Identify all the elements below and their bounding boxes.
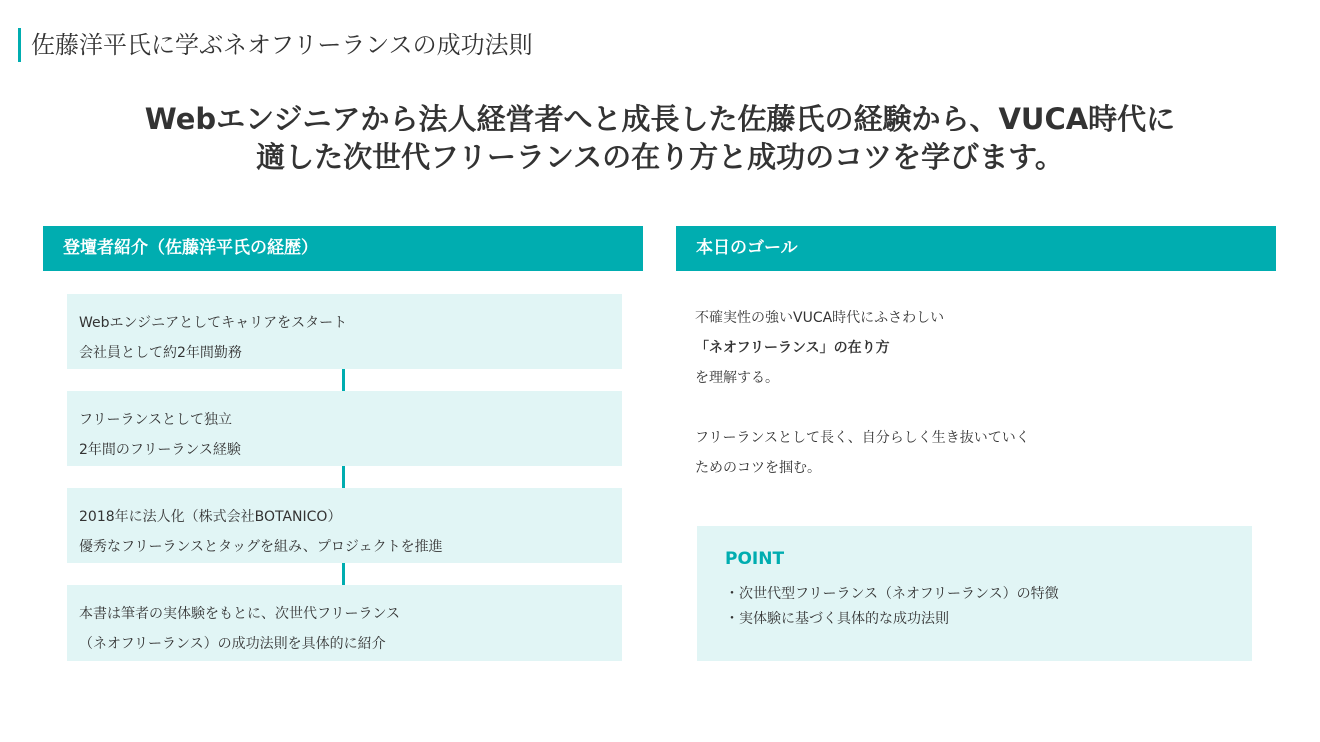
point-item: ・次世代型フリーランス（ネオフリーランス）の特徴 bbox=[725, 586, 1059, 602]
headline bbox=[0, 100, 1320, 176]
timeline-item bbox=[67, 294, 622, 369]
timeline-item-line-1: 本書は筆者の実体験をもとに、次世代フリーランス bbox=[79, 606, 401, 622]
timeline-item-line-1: フリーランスとして独立 bbox=[79, 412, 233, 428]
timeline-connector bbox=[342, 563, 345, 585]
page-title: 佐藤洋平氏に学ぶネオフリーランスの成功法則 bbox=[18, 28, 533, 62]
headline-line-2: 適した次世代フリーランスの在り方と成功のコツを学びます。 bbox=[256, 140, 1064, 174]
timeline-item bbox=[67, 488, 622, 563]
timeline-connector bbox=[342, 369, 345, 391]
point-title: POINT bbox=[725, 549, 785, 569]
today-goal-header: 本日のゴール bbox=[676, 226, 1276, 271]
timeline-item-line-2: 優秀なフリーランスとタッグを組み、プロジェクトを推進 bbox=[79, 539, 443, 555]
timeline-item bbox=[67, 391, 622, 466]
speaker-profile-header: 登壇者紹介（佐藤洋平氏の経歴） bbox=[43, 226, 643, 271]
timeline-item-line-1: 2018年に法人化（株式会社BOTANICO） bbox=[79, 509, 342, 525]
timeline-item-line-1: Webエンジニアとしてキャリアをスタート bbox=[79, 315, 348, 331]
goal-line: ためのコツを掴む。 bbox=[695, 460, 821, 476]
goal-line: フリーランスとして長く、自分らしく生き抜いていく bbox=[695, 430, 1030, 446]
headline-line-1: Webエンジニアから法人経営者へと成長した佐藤氏の経験から、VUCA時代に bbox=[144, 102, 1176, 136]
timeline-item-line-2: （ネオフリーランス）の成功法則を具体的に紹介 bbox=[79, 636, 386, 652]
goal-line-emphasis: 「ネオフリーランス」の在り方 bbox=[695, 340, 890, 356]
goal-text bbox=[695, 303, 1255, 483]
timeline-item bbox=[67, 585, 622, 661]
point-box bbox=[697, 526, 1252, 661]
goal-line: を理解する。 bbox=[695, 370, 779, 386]
timeline-item-line-2: 会社員として約2年間勤務 bbox=[79, 345, 242, 361]
goal-line: 不確実性の強いVUCA時代にふさわしい bbox=[695, 310, 945, 326]
timeline-connector bbox=[342, 466, 345, 488]
goal-line-spacer bbox=[695, 393, 1255, 423]
timeline-item-line-2: 2年間のフリーランス経験 bbox=[79, 442, 241, 458]
point-item: ・実体験に基づく具体的な成功法則 bbox=[725, 611, 949, 627]
